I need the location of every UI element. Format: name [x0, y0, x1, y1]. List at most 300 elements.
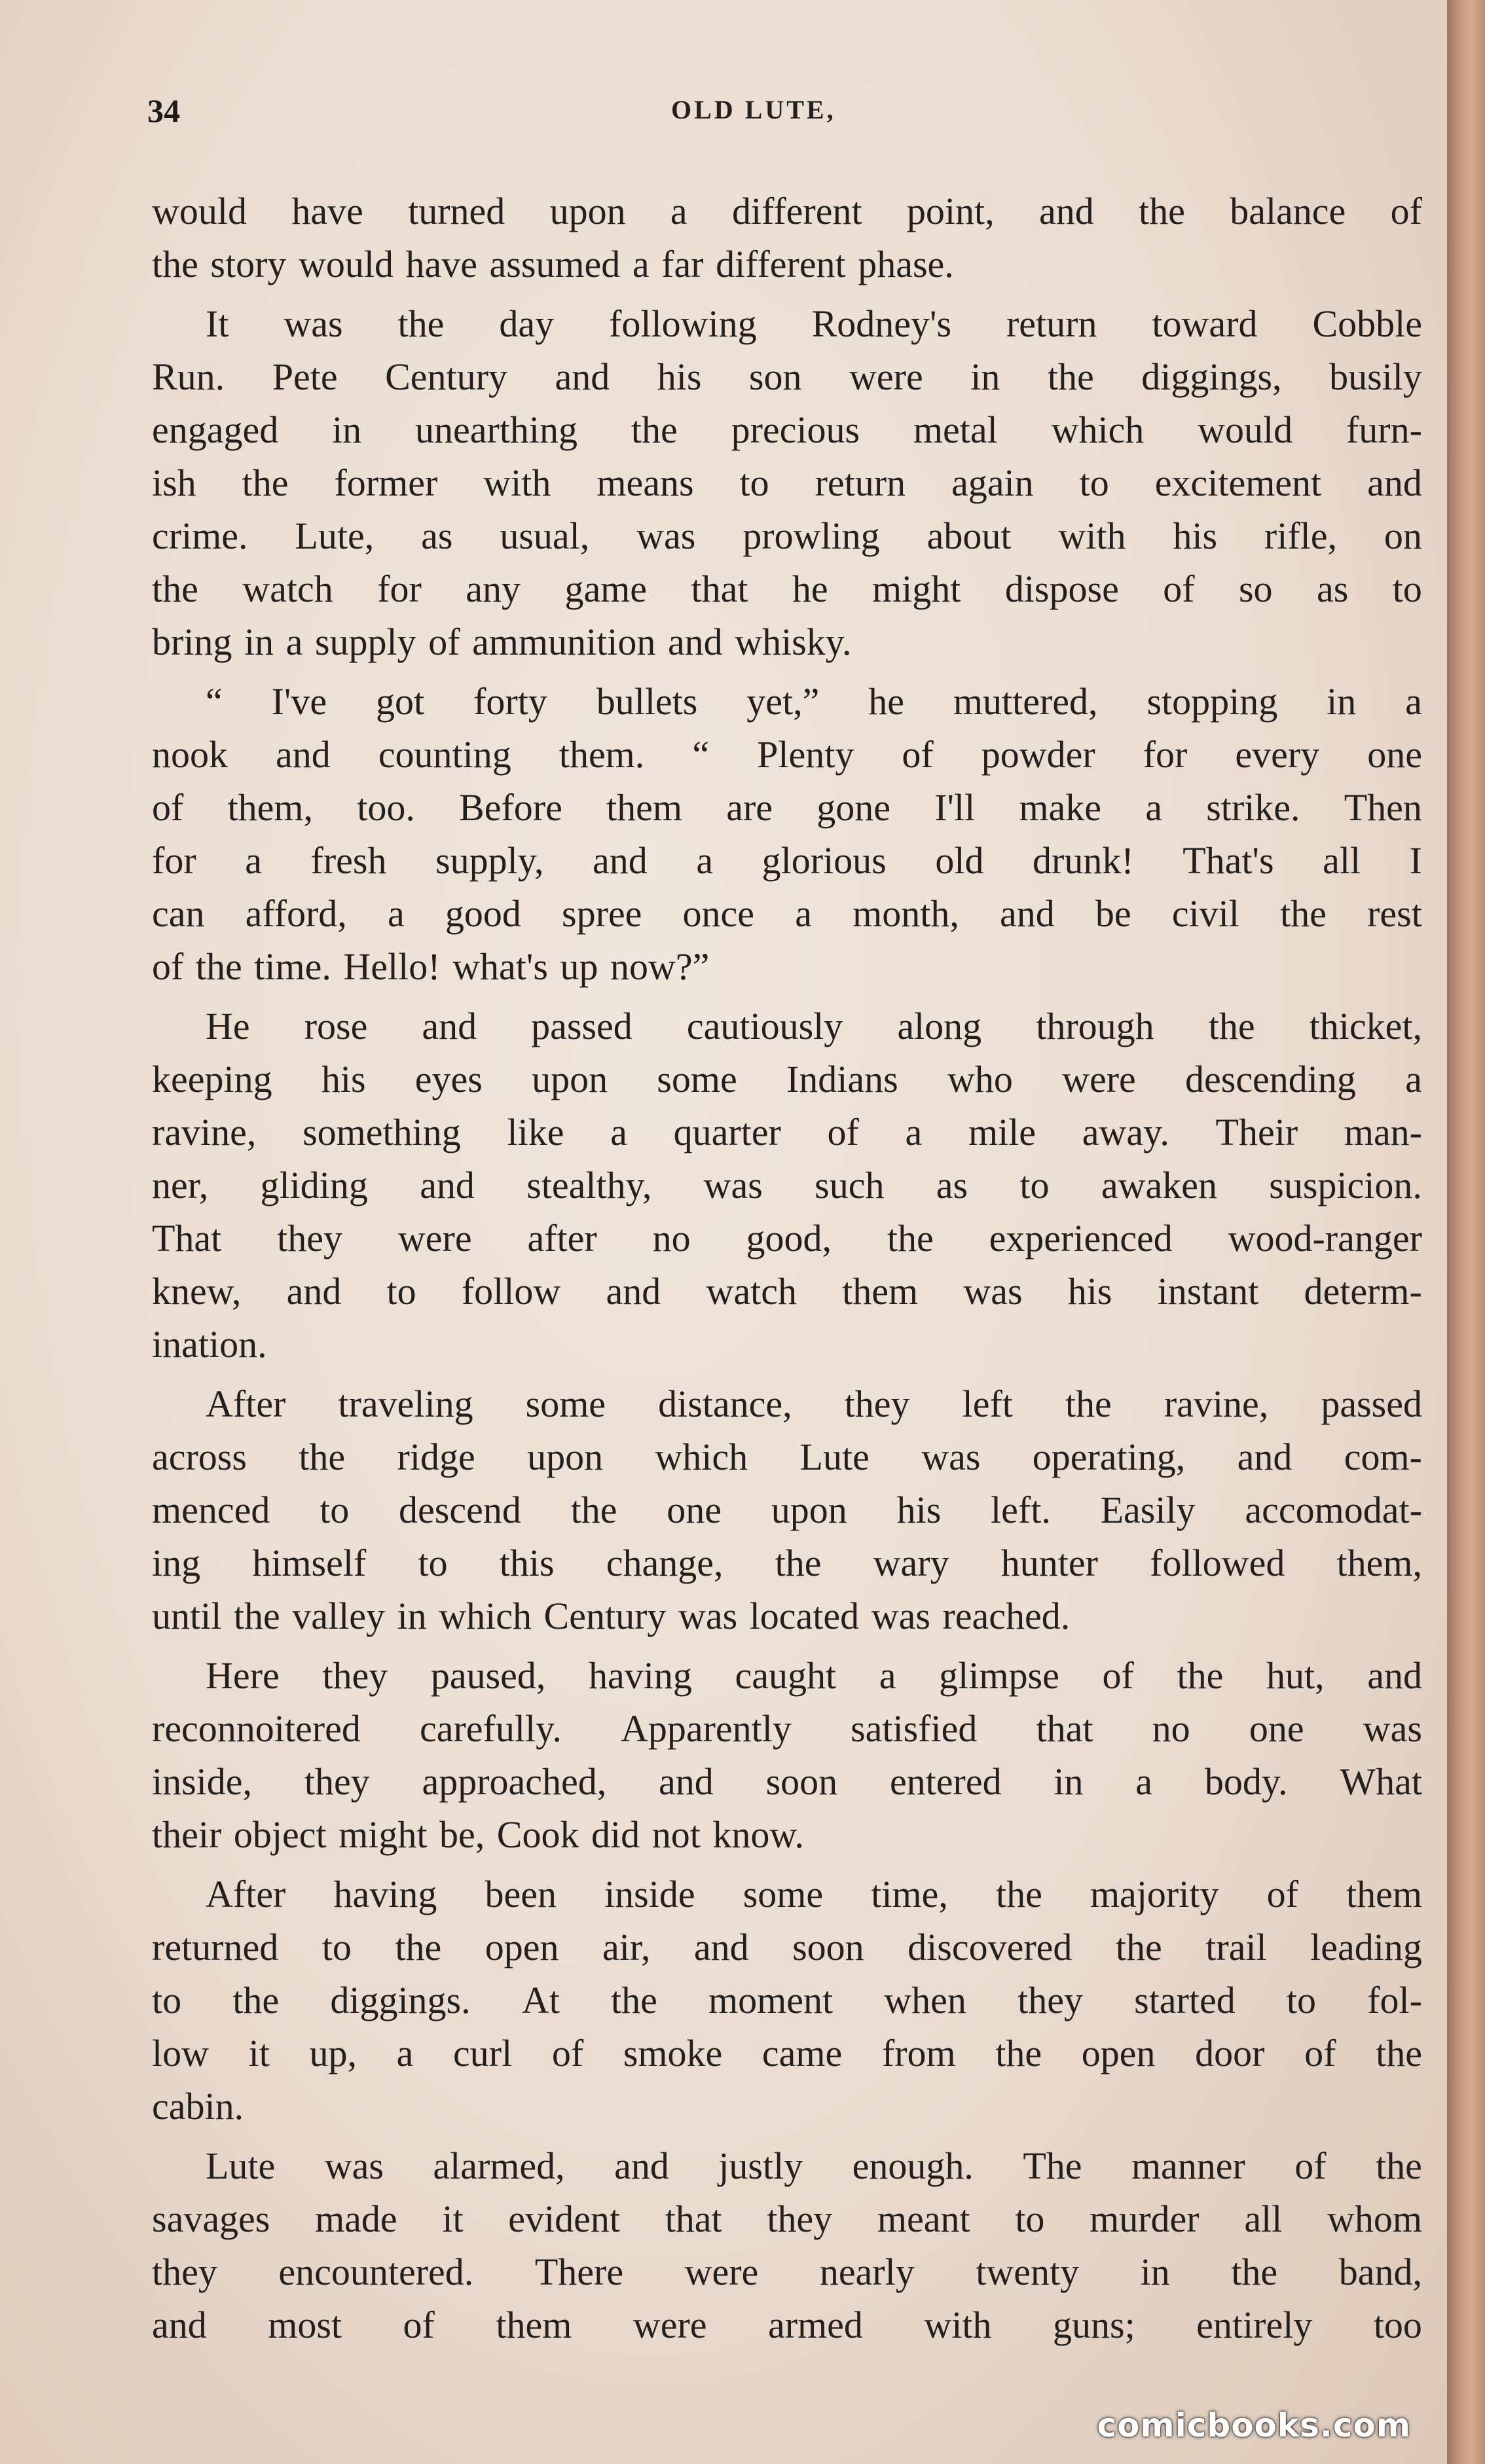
- word: are: [726, 786, 773, 829]
- word: might: [872, 568, 961, 610]
- text-line: [152, 1649, 1422, 1702]
- word: every: [1235, 733, 1320, 776]
- word: determ-: [1304, 1270, 1422, 1313]
- word: former: [334, 462, 438, 504]
- word: to: [321, 1926, 352, 1968]
- word: Run.: [152, 355, 225, 398]
- word: point,: [906, 190, 995, 232]
- word: forty: [473, 680, 547, 723]
- word: no: [652, 1217, 691, 1259]
- word: entirely: [1196, 2304, 1313, 2346]
- word: so: [1238, 568, 1273, 610]
- text-line: [152, 2298, 1422, 2351]
- word: was: [703, 1164, 763, 1206]
- paragraph-gap: [152, 1642, 1422, 1649]
- word: a: [610, 1111, 627, 1153]
- text-line: [152, 2245, 1422, 2298]
- word: now?”: [610, 945, 710, 988]
- word: of: [152, 786, 184, 829]
- word: spree: [562, 892, 642, 935]
- text-line: [152, 781, 1422, 834]
- word: in: [1054, 1760, 1084, 1803]
- word: inside,: [152, 1760, 253, 1803]
- word: “: [206, 680, 223, 723]
- word: Century: [385, 355, 507, 398]
- word: Hello!: [343, 945, 441, 988]
- word: murder: [1090, 2198, 1200, 2240]
- text-line: [152, 940, 1422, 993]
- word: man-: [1344, 1111, 1422, 1153]
- word: unearthing: [415, 408, 578, 451]
- text-line: [152, 1159, 1422, 1212]
- text-line: [152, 728, 1422, 781]
- word: them.: [559, 733, 645, 776]
- word: until: [152, 1595, 222, 1637]
- word: instant: [1157, 1270, 1259, 1313]
- word: the: [395, 1926, 442, 1968]
- word: his: [896, 1489, 942, 1531]
- word: a: [670, 190, 688, 232]
- word: counting: [378, 733, 511, 776]
- word: having: [333, 1873, 437, 1915]
- text-line: [152, 297, 1422, 350]
- word: returned: [152, 1926, 279, 1968]
- text-line: [152, 1212, 1422, 1265]
- word: from: [881, 2032, 956, 2074]
- word: open: [485, 1926, 559, 1968]
- word: which: [1051, 408, 1145, 451]
- word: and: [276, 733, 331, 776]
- word: and: [152, 2304, 207, 2346]
- word: ridge: [397, 1436, 475, 1478]
- word: awaken: [1101, 1164, 1217, 1206]
- word: and: [420, 1164, 475, 1206]
- word: the: [1208, 1005, 1255, 1047]
- word: upon: [532, 1058, 608, 1100]
- word: traveling: [338, 1383, 473, 1425]
- word: would: [152, 190, 247, 232]
- word: was: [871, 1595, 930, 1637]
- word: hut,: [1266, 1654, 1325, 1697]
- word: the: [1139, 190, 1185, 232]
- word: to: [418, 1542, 448, 1584]
- word: rose: [304, 1005, 368, 1047]
- word: in: [970, 355, 1000, 398]
- word: have: [405, 243, 477, 285]
- word: as: [936, 1164, 968, 1206]
- word: upon: [771, 1489, 847, 1531]
- word: curl: [453, 2032, 513, 2074]
- word: and: [422, 1005, 477, 1047]
- word: After: [206, 1383, 286, 1425]
- word: rifle,: [1264, 515, 1338, 557]
- word: gone: [816, 786, 891, 829]
- word: the: [299, 1436, 346, 1478]
- word: assumed: [489, 243, 621, 285]
- word: entered: [889, 1760, 1002, 1803]
- word: ing: [152, 1542, 201, 1584]
- word: turned: [408, 190, 505, 232]
- word: month,: [852, 892, 959, 935]
- word: of: [902, 733, 934, 776]
- word: bullets: [596, 680, 698, 723]
- word: know.: [712, 1813, 804, 1856]
- word: of: [403, 2304, 435, 2346]
- word: for: [1143, 733, 1188, 776]
- word: prowling: [742, 515, 880, 557]
- word: wary: [873, 1542, 949, 1584]
- word: I've: [271, 680, 327, 723]
- word: was: [921, 1436, 981, 1478]
- word: and: [606, 1270, 661, 1313]
- word: approached,: [422, 1760, 607, 1803]
- word: following: [609, 302, 757, 345]
- word: the: [1280, 892, 1327, 935]
- word: a: [285, 621, 303, 663]
- text-line: [152, 562, 1422, 615]
- word: in: [1140, 2251, 1170, 2293]
- word: to: [386, 1270, 416, 1313]
- word: that: [1036, 1707, 1093, 1750]
- word: up: [560, 945, 598, 988]
- word: descending: [1185, 1058, 1356, 1100]
- word: which: [655, 1436, 748, 1478]
- word: story: [210, 243, 287, 285]
- word: Indians: [786, 1058, 898, 1100]
- word: and: [667, 621, 723, 663]
- text-line: [152, 185, 1422, 238]
- word: a: [1135, 1760, 1153, 1803]
- word: not: [651, 1813, 701, 1856]
- word: a: [396, 2032, 414, 2074]
- word: ravine,: [152, 1111, 257, 1153]
- word: ammunition: [472, 621, 656, 663]
- word: carefully.: [420, 1707, 562, 1750]
- word: Lute: [206, 2145, 276, 2187]
- word: they: [277, 1217, 343, 1259]
- word: them,: [227, 786, 314, 829]
- word: change,: [606, 1542, 724, 1584]
- word: Rodney's: [811, 302, 952, 345]
- word: Their: [1215, 1111, 1298, 1153]
- book-spine-edge: [1447, 0, 1485, 2464]
- word: gliding: [260, 1164, 368, 1206]
- word: the: [242, 462, 289, 504]
- word: through: [1036, 1005, 1154, 1047]
- word: his: [1067, 1270, 1112, 1313]
- word: them: [1346, 1873, 1422, 1915]
- word: civil: [1171, 892, 1239, 935]
- word: Century: [543, 1595, 667, 1637]
- word: manner: [1131, 2145, 1245, 2187]
- word: which: [439, 1595, 532, 1637]
- text-line: [152, 1265, 1422, 1318]
- word: upon: [527, 1436, 604, 1478]
- word: been: [485, 1873, 557, 1915]
- word: was: [963, 1270, 1023, 1313]
- word: good,: [746, 1217, 832, 1259]
- word: was: [284, 302, 343, 345]
- word: What: [1340, 1760, 1422, 1803]
- text-line: [152, 1000, 1422, 1053]
- word: different: [731, 190, 862, 232]
- word: engaged: [152, 408, 279, 451]
- word: the: [152, 243, 198, 285]
- word: for: [377, 568, 422, 610]
- word: low: [152, 2032, 209, 2074]
- word: a: [696, 839, 714, 882]
- word: a: [1405, 1058, 1422, 1100]
- running-title: OLD LUTE,: [671, 95, 836, 124]
- word: After: [206, 1873, 286, 1915]
- word: came: [761, 2032, 843, 2074]
- word: who: [947, 1058, 1013, 1100]
- word: distance,: [658, 1383, 792, 1425]
- word: and: [659, 1760, 714, 1803]
- word: thicket,: [1309, 1005, 1422, 1047]
- word: ish: [152, 462, 196, 504]
- word: cautiously: [686, 1005, 843, 1047]
- page-header: [147, 92, 1424, 131]
- paragraph-gap: [152, 2133, 1422, 2139]
- word: to: [1286, 1979, 1317, 2021]
- word: in: [244, 621, 274, 663]
- word: passed: [531, 1005, 632, 1047]
- word: and: [1237, 1436, 1292, 1478]
- word: might: [339, 1813, 428, 1856]
- word: was: [324, 2145, 384, 2187]
- word: usual,: [500, 515, 590, 557]
- text-line: [152, 509, 1422, 562]
- word: and: [1367, 462, 1422, 504]
- word: in: [397, 1595, 427, 1637]
- word: be,: [439, 1813, 485, 1856]
- word: left.: [991, 1489, 1051, 1531]
- word: He: [206, 1005, 250, 1047]
- word: The: [1023, 2145, 1082, 2187]
- word: the: [397, 302, 445, 345]
- word: watch: [706, 1270, 797, 1313]
- word: as: [1316, 568, 1349, 610]
- text-line: [152, 1702, 1422, 1755]
- word: son: [748, 355, 802, 398]
- word: it: [248, 2032, 270, 2074]
- word: them: [606, 786, 683, 829]
- word: with: [483, 462, 551, 504]
- word: the: [995, 2032, 1042, 2074]
- text-line: [152, 1589, 1422, 1642]
- word: they: [844, 1383, 910, 1425]
- word: Before: [459, 786, 562, 829]
- word: all: [1323, 839, 1361, 882]
- text-line: [152, 1921, 1422, 1974]
- word: Easily: [1100, 1489, 1196, 1531]
- word: supply,: [435, 839, 544, 882]
- word: was: [678, 1595, 738, 1637]
- word: That's: [1182, 839, 1274, 882]
- word: glimpse: [939, 1654, 1059, 1697]
- paragraph-gap: [152, 1861, 1422, 1868]
- word: armed: [767, 2304, 863, 2346]
- word: upon: [549, 190, 626, 232]
- text-line: [152, 834, 1422, 887]
- word: away.: [1082, 1111, 1169, 1153]
- text-line: [152, 1430, 1422, 1483]
- word: in: [332, 408, 362, 451]
- word: they: [304, 1760, 370, 1803]
- text-line: [152, 238, 1422, 291]
- word: they: [1018, 1979, 1083, 2021]
- word: nook: [152, 733, 228, 776]
- word: day: [499, 302, 555, 345]
- word: would: [298, 243, 394, 285]
- word: his: [321, 1058, 366, 1100]
- word: the: [775, 1542, 822, 1584]
- word: to: [739, 462, 769, 504]
- word: a: [245, 839, 262, 882]
- word: Apparently: [620, 1707, 792, 1750]
- word: after: [527, 1217, 597, 1259]
- word: the: [1047, 355, 1094, 398]
- word: encountered.: [278, 2251, 474, 2293]
- word: were: [849, 355, 923, 398]
- word: At: [521, 1979, 560, 2021]
- word: air,: [602, 1926, 651, 1968]
- word: with: [1058, 515, 1126, 557]
- word: of: [827, 1111, 859, 1153]
- word: Plenty: [757, 733, 854, 776]
- word: savages: [152, 2198, 270, 2240]
- word: a: [632, 243, 650, 285]
- word: There: [534, 2251, 624, 2293]
- word: such: [815, 1164, 885, 1206]
- word: game: [564, 568, 648, 610]
- word: dispose: [1004, 568, 1119, 610]
- word: excitement: [1154, 462, 1322, 504]
- word: trail: [1205, 1926, 1267, 1968]
- word: rest: [1367, 892, 1422, 935]
- text-line: [152, 2192, 1422, 2245]
- word: Cobble: [1312, 302, 1422, 345]
- word: the: [1376, 2032, 1422, 2074]
- word: That: [152, 1217, 222, 1259]
- word: fresh: [310, 839, 387, 882]
- word: were: [1062, 1058, 1136, 1100]
- word: to: [1392, 568, 1422, 610]
- word: wood-ranger: [1228, 1217, 1422, 1259]
- word: precious: [731, 408, 860, 451]
- word: left: [962, 1383, 1013, 1425]
- word: be: [1095, 892, 1131, 935]
- paragraph-gap: [152, 291, 1422, 297]
- word: furn-: [1346, 408, 1422, 451]
- text-line: [152, 350, 1422, 403]
- word: about: [926, 515, 1012, 557]
- word: cabin.: [152, 2085, 244, 2128]
- word: some: [742, 1873, 824, 1915]
- word: this: [499, 1542, 555, 1584]
- word: busily: [1329, 355, 1422, 398]
- word: what's: [452, 945, 548, 988]
- word: balance: [1230, 190, 1346, 232]
- word: whom: [1327, 2198, 1422, 2240]
- word: soon: [792, 1926, 864, 1968]
- word: leading: [1310, 1926, 1422, 1968]
- word: and: [1038, 190, 1094, 232]
- word: bring: [152, 621, 232, 663]
- text-line: [152, 615, 1422, 668]
- word: stealthy,: [526, 1164, 652, 1206]
- word: having: [589, 1654, 692, 1697]
- word: of: [428, 621, 460, 663]
- watermark: comicbooks.com: [1097, 2406, 1411, 2444]
- word: accomodat-: [1245, 1489, 1422, 1531]
- word: the: [1065, 1383, 1112, 1425]
- word: a: [905, 1111, 923, 1153]
- word: up,: [309, 2032, 358, 2074]
- word: afford,: [245, 892, 347, 935]
- word: that: [691, 568, 748, 610]
- word: that: [665, 2198, 722, 2240]
- word: crime.: [152, 515, 248, 557]
- word: diggings.: [330, 1979, 471, 2021]
- word: of: [1266, 1873, 1298, 1915]
- word: the: [887, 1217, 934, 1259]
- word: a: [1405, 680, 1422, 723]
- word: of: [551, 2032, 584, 2074]
- word: the: [610, 1979, 657, 2021]
- word: his: [1173, 515, 1218, 557]
- word: one: [1249, 1707, 1304, 1750]
- word: Lute: [799, 1436, 870, 1478]
- word: operating,: [1032, 1436, 1186, 1478]
- word: their: [152, 1813, 222, 1856]
- word: com-: [1344, 1436, 1422, 1478]
- word: band,: [1338, 2251, 1422, 2293]
- word: eyes: [414, 1058, 483, 1100]
- word: knew,: [152, 1270, 242, 1313]
- word: ner,: [152, 1164, 209, 1206]
- word: stopping: [1146, 680, 1278, 723]
- word: old: [935, 839, 984, 882]
- word: located: [749, 1595, 860, 1637]
- word: were: [397, 1217, 472, 1259]
- word: return: [1006, 302, 1097, 345]
- word: whisky.: [735, 621, 852, 663]
- word: and: [693, 1926, 749, 1968]
- word: too.: [357, 786, 415, 829]
- word: Pete: [272, 355, 338, 398]
- word: the: [195, 945, 242, 988]
- word: along: [897, 1005, 982, 1047]
- word: was: [1363, 1707, 1422, 1750]
- word: and: [1367, 1654, 1422, 1697]
- text-line: [152, 403, 1422, 456]
- page-number: 34: [147, 92, 180, 129]
- word: guns;: [1053, 2304, 1135, 2346]
- word: passed: [1321, 1383, 1422, 1425]
- text-line: [152, 2080, 1422, 2133]
- word: diggings,: [1141, 355, 1282, 398]
- word: caught: [735, 1654, 837, 1697]
- word: time,: [871, 1873, 948, 1915]
- paragraph-gap: [152, 993, 1422, 1000]
- text-line: [152, 2027, 1422, 2080]
- word: different: [716, 243, 846, 285]
- word: the: [1177, 1654, 1224, 1697]
- word: suspicion.: [1269, 1164, 1422, 1206]
- word: something: [302, 1111, 461, 1153]
